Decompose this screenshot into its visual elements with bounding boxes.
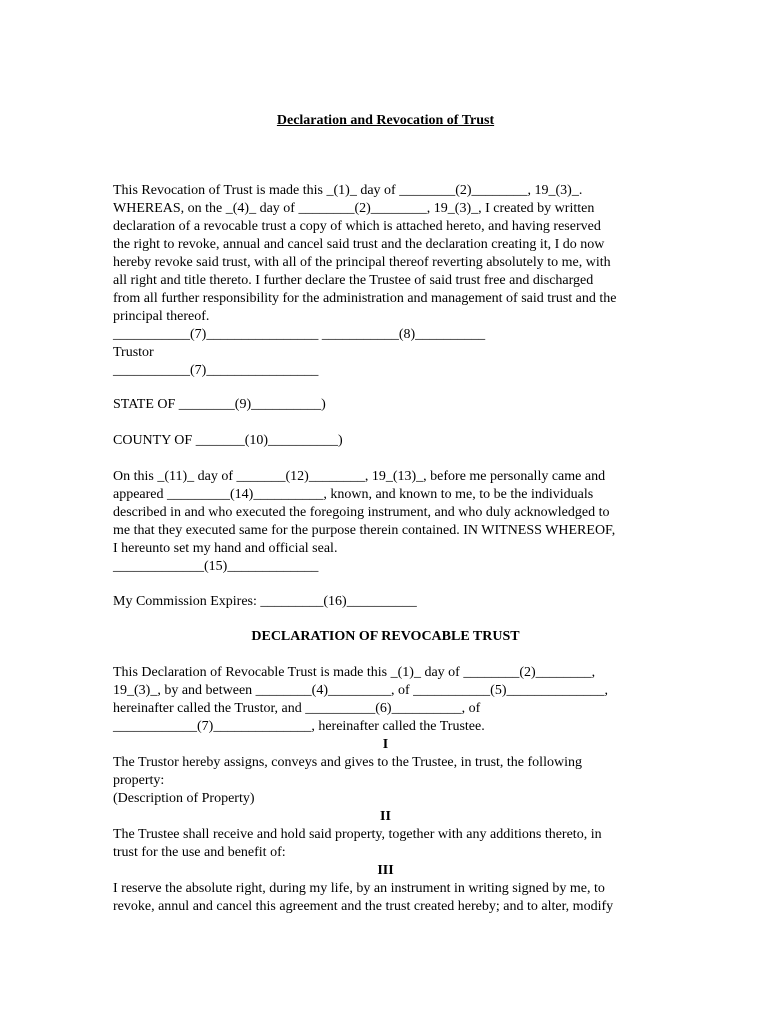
paragraph-line: hereinafter called the Trustor, and __________(6)__________, of xyxy=(113,701,481,716)
paragraph-line: (Description of Property) xyxy=(113,791,255,806)
paragraph-line: The Trustee shall receive and hold said property, together with any additions thereto, in xyxy=(113,827,602,842)
section-numeral: III xyxy=(377,863,394,878)
section-numeral: I xyxy=(382,737,389,752)
declaration-intro xyxy=(113,664,658,916)
declaration-heading xyxy=(113,628,658,646)
acknowledgment-paragraph xyxy=(113,468,658,576)
paragraph-line: This Declaration of Revocable Trust is made this _(1)_ day of ________(2)________, xyxy=(113,665,596,680)
section-numeral: II xyxy=(380,809,391,824)
document-title xyxy=(113,112,658,130)
county-line xyxy=(113,432,658,450)
paragraph-line: I hereunto set my hand and official seal. xyxy=(113,541,338,556)
paragraph-line: The Trustor hereby assigns, conveys and gives to the Trustee, in trust, the following xyxy=(113,755,582,770)
revocation-paragraph xyxy=(113,182,658,380)
paragraph-line: hereby revoke said trust, with all of the principal thereof reverting absolutely to me, with xyxy=(113,255,611,270)
commission-line xyxy=(113,593,658,611)
paragraph-line: WHEREAS, on the _(4)_ day of ________(2)________, 19_(3)_, I created by written xyxy=(113,201,595,216)
state-text: STATE OF ________(9)__________) xyxy=(113,397,326,412)
paragraph-line: all right and title thereto. I further declare the Trustee of said trust free and discharged xyxy=(113,273,594,288)
signature-line: ___________(7)________________ ___________(8)__________ xyxy=(113,327,486,342)
paragraph-line: ____________(7)______________, hereinafter called the Trustee. xyxy=(113,719,485,734)
paragraph-line: declaration of a revocable trust a copy of which is attached hereto, and having reserved xyxy=(113,219,601,234)
paragraph-line: On this _(11)_ day of _______(12)________, 19_(13)_, before me personally came and xyxy=(113,469,606,484)
paragraph-line: the right to revoke, annual and cancel said trust and the declaration creating it, I do now xyxy=(113,237,605,252)
trustor-label: Trustor xyxy=(113,345,154,360)
county-text: COUNTY OF _______(10)__________) xyxy=(113,433,343,448)
paragraph-line: me that they executed same for the purpose therein contained. IN WITNESS WHEREOF, xyxy=(113,523,616,538)
paragraph-line: appeared _________(14)__________, known, and known to me, to be the individuals xyxy=(113,487,594,502)
document-title-text: Declaration and Revocation of Trust xyxy=(276,113,495,128)
paragraph-line: I reserve the absolute right, during my life, by an instrument in writing signed by me, to xyxy=(113,881,605,896)
paragraph-line: principal thereof. xyxy=(113,309,210,324)
paragraph-line: property: xyxy=(113,773,165,788)
commission-text: My Commission Expires: _________(16)__________ xyxy=(113,594,417,609)
paragraph-line: This Revocation of Trust is made this _(1)_ day of ________(2)________, 19_(3)_. xyxy=(113,183,583,198)
declaration-heading-text: DECLARATION OF REVOCABLE TRUST xyxy=(251,629,520,644)
state-line xyxy=(113,396,658,414)
paragraph-line: 19_(3)_, by and between ________(4)_________, of ___________(5)______________, xyxy=(113,683,608,698)
paragraph-line: described in and who executed the foregoing instrument, and who duly acknowledged to xyxy=(113,505,610,520)
paragraph-line: revoke, annul and cancel this agreement and the trust created hereby; and to alter, modify xyxy=(113,899,614,914)
signature-line: _____________(15)_____________ xyxy=(113,559,319,574)
signature-line: ___________(7)________________ xyxy=(113,363,319,378)
paragraph-line: trust for the use and benefit of: xyxy=(113,845,286,860)
paragraph-line: from all further responsibility for the administration and management of said trust and the xyxy=(113,291,617,306)
